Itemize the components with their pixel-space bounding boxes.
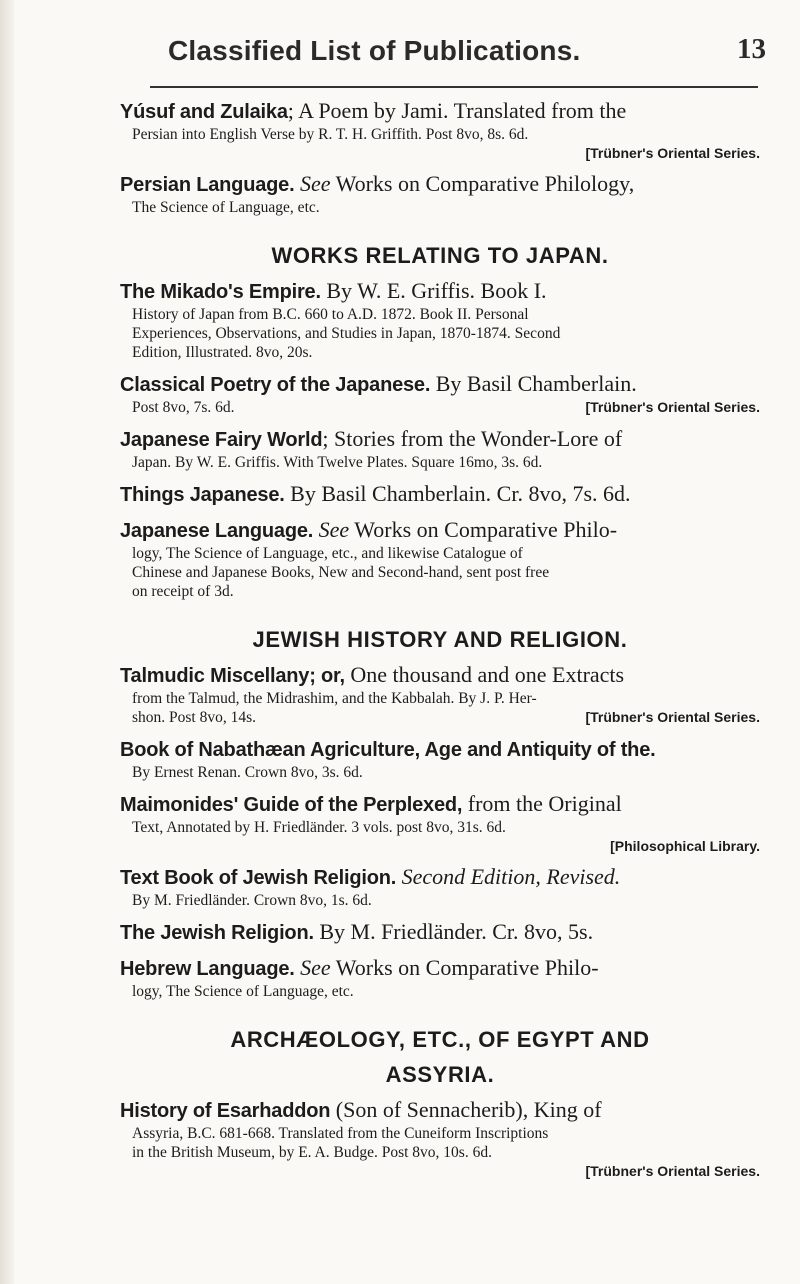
running-head: [120, 0, 770, 80]
entry-gap: [120, 855, 760, 864]
entry-gap: [120, 472, 760, 481]
entry-gap: [120, 727, 760, 736]
entry-title: The Mikado's Empire.: [120, 281, 321, 303]
catalogue-entry: [120, 864, 760, 910]
entry-detail-line: from the Talmud, the Midrashim, and the Kabbalah. By J. P. Her-: [132, 690, 537, 707]
catalogue-entry: [120, 662, 760, 727]
catalogue-entry: [120, 98, 760, 162]
entry-detail-line: [120, 398, 760, 417]
entry-heading-rest: Works on Comparative Philology,: [335, 171, 635, 196]
entry-heading-rest: ; A Poem by Jami. Translated from the: [287, 98, 627, 123]
entry-heading-rest: By Basil Chamberlain.: [435, 371, 637, 396]
catalogue-entry: [120, 426, 760, 472]
entry-detail-line: Persian into English Verse by R. T. H. Griffith. Post 8vo, 8s. 6d.: [132, 126, 529, 143]
section-gap-after: [120, 269, 760, 278]
entry-detail-line: logy, The Science of Language, etc.: [132, 983, 354, 1000]
entry-title: Classical Poetry of the Japanese.: [120, 374, 431, 396]
entry-detail-line: Chinese and Japanese Books, New and Second-hand, sent post free: [132, 564, 550, 581]
entry-detail-line: Experiences, Observations, and Studies in Japan, 1870-1874. Second: [132, 325, 561, 342]
entry-title: History of Esarhaddon: [120, 1100, 331, 1122]
series-label: [Trübner's Oriental Series.: [585, 399, 760, 415]
catalogue-entry: [120, 278, 760, 362]
entry-heading-rest: Works on Comparative Philo-: [335, 955, 599, 980]
entry-see-ref: Second Edition, Revised.: [401, 864, 621, 889]
section-heading: ASSYRIA.: [385, 1062, 495, 1087]
entry-gap: [120, 782, 760, 791]
entry-heading: [120, 278, 760, 305]
entry-heading-rest: from the Original: [467, 791, 622, 816]
entry-heading: [120, 864, 760, 891]
entry-see-ref: See: [299, 171, 331, 196]
entry-title: Maimonides' Guide of the Perplexed,: [120, 794, 463, 816]
entry-heading: [120, 171, 760, 198]
entry-heading-rest: One thousand and one Extracts: [350, 662, 625, 687]
entry-heading: [120, 662, 760, 689]
entry-title: Book of Nabathæan Agriculture, Age and Antiquity of the.: [120, 739, 656, 761]
entry-detail-line: on receipt of 3d.: [132, 583, 234, 600]
entry-detail-line: Edition, Illustrated. 8vo, 20s.: [132, 344, 313, 361]
entry-heading-rest: (Son of Sennacherib), King of: [335, 1097, 602, 1122]
entry-gap: [120, 508, 760, 517]
entry-heading: [120, 919, 760, 946]
entry-title: Japanese Language.: [120, 520, 314, 542]
entry-detail-line: By M. Friedländer. Crown 8vo, 1s. 6d.: [132, 892, 372, 909]
entry-heading-rest: By M. Friedländer. Cr. 8vo, 5s.: [319, 919, 594, 944]
entry-title: Persian Language.: [120, 174, 295, 196]
entry-detail-text: Post 8vo, 7s. 6d.: [132, 399, 235, 416]
series-label: [Trübner's Oriental Series.: [585, 709, 760, 725]
section-heading: JEWISH HISTORY AND RELIGION.: [252, 627, 628, 652]
entry-gap: [120, 362, 760, 371]
catalogue-entry: [120, 791, 760, 855]
page-edge: [0, 0, 14, 1284]
entry-detail-line: History of Japan from B.C. 660 to A.D. 1872. Book II. Personal: [132, 306, 529, 323]
running-head-title: Classified List of Publications.: [168, 35, 581, 66]
catalogue-entry: [120, 171, 760, 217]
section-gap: [120, 601, 760, 627]
entry-title: Japanese Fairy World: [120, 429, 323, 451]
entry-detail-line: The Science of Language, etc.: [132, 199, 320, 216]
publication-list: [120, 98, 760, 1180]
entry-detail-text: shon. Post 8vo, 14s.: [132, 709, 257, 726]
entry-title: The Jewish Religion.: [120, 922, 314, 944]
header-rule: [150, 86, 758, 88]
entry-heading: [120, 736, 760, 763]
section-gap: [120, 1001, 760, 1027]
entry-heading: [120, 791, 760, 818]
entry-heading: [120, 426, 760, 453]
page-number: 13: [737, 33, 766, 65]
entry-detail-line: in the British Museum, by E. A. Budge. Post 8vo, 10s. 6d.: [132, 1144, 492, 1161]
entry-title: Things Japanese.: [120, 484, 285, 506]
entry-detail-line: Japan. By W. E. Griffis. With Twelve Plates. Square 16mo, 3s. 6d.: [132, 454, 543, 471]
entry-heading: [120, 1097, 760, 1124]
entry-heading-rest: By W. E. Griffis. Book I.: [326, 278, 547, 303]
catalogue-entry: [120, 736, 760, 782]
catalogue-entry: [120, 955, 760, 1001]
entry-heading-rest: By Basil Chamberlain. Cr. 8vo, 7s. 6d.: [290, 481, 631, 506]
catalogue-entry: [120, 481, 760, 508]
section-heading: ARCHÆOLOGY, ETC., OF EGYPT AND: [230, 1027, 650, 1052]
catalogue-entry: [120, 1097, 760, 1180]
entry-gap: [120, 162, 760, 171]
entry-title: Yúsuf and Zulaika: [120, 101, 288, 123]
series-label: [Trübner's Oriental Series.: [585, 1163, 760, 1179]
entry-title: Text Book of Jewish Religion.: [120, 867, 397, 889]
series-label: [Trübner's Oriental Series.: [585, 145, 760, 161]
entry-heading: [120, 98, 760, 125]
section-gap: [120, 217, 760, 243]
entry-heading-rest: Works on Comparative Philo-: [354, 517, 618, 542]
series-label: [Philosophical Library.: [610, 838, 760, 854]
page-content: [120, 0, 770, 1179]
section-gap-after: [120, 653, 760, 662]
entry-see-ref: See: [300, 955, 331, 980]
entry-detail-line: [120, 708, 760, 727]
entry-gap: [120, 946, 760, 955]
entry-heading: [120, 517, 760, 544]
entry-heading: [120, 481, 760, 508]
entry-heading-rest: ; Stories from the Wonder-Lore of: [322, 426, 623, 451]
section-gap-after: [120, 1053, 760, 1062]
catalogue-entry: [120, 919, 760, 946]
entry-heading: [120, 371, 760, 398]
entry-heading: [120, 955, 760, 982]
section-heading: WORKS RELATING TO JAPAN.: [271, 243, 609, 268]
entry-see-ref: See: [318, 517, 350, 542]
entry-title: Hebrew Language.: [120, 958, 295, 980]
catalogue-entry: [120, 517, 760, 601]
entry-detail-line: Assyria, B.C. 681-668. Translated from the Cuneiform Inscriptions: [132, 1125, 549, 1142]
entry-gap: [120, 417, 760, 426]
entry-gap: [120, 910, 760, 919]
section-gap-after: [120, 1088, 760, 1097]
catalogue-entry: [120, 371, 760, 417]
entry-detail-line: logy, The Science of Language, etc., and likewise Catalogue of: [132, 545, 523, 562]
entry-detail-line: By Ernest Renan. Crown 8vo, 3s. 6d.: [132, 764, 363, 781]
entry-detail-line: Text, Annotated by H. Friedländer. 3 vols. post 8vo, 31s. 6d.: [132, 819, 506, 836]
entry-title: Talmudic Miscellany; or,: [120, 665, 345, 687]
